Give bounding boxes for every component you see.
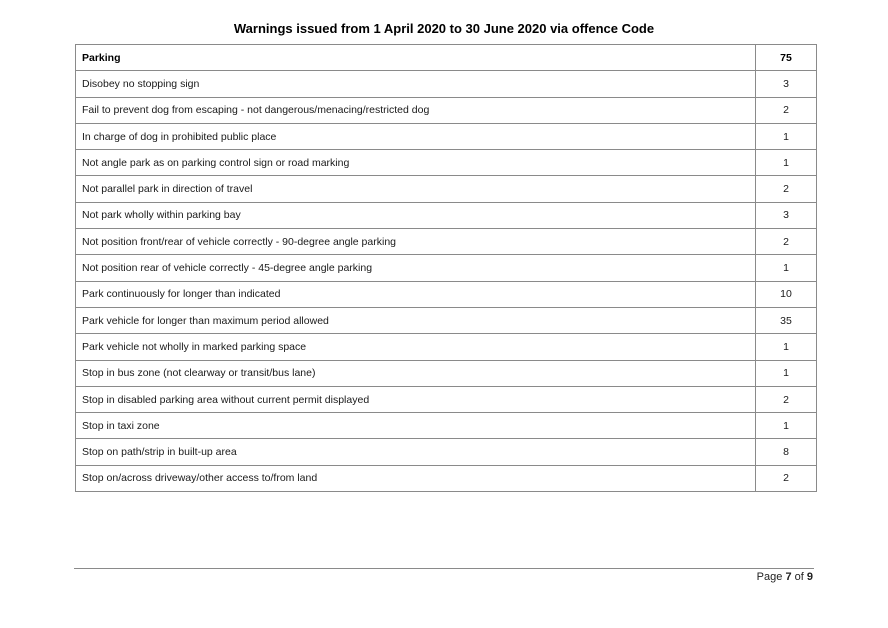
offence-label: Fail to prevent dog from escaping - not dangerous/menacing/restricted dog <box>76 97 756 123</box>
offence-count: 3 <box>756 202 817 228</box>
offence-label: Stop in bus zone (not clearway or transit/bus lane) <box>76 360 756 386</box>
offence-count: 1 <box>756 334 817 360</box>
table-row <box>76 413 817 439</box>
offence-count: 2 <box>756 176 817 202</box>
offence-count: 8 <box>756 439 817 465</box>
offence-label: Park continuously for longer than indicated <box>76 281 756 307</box>
offence-count: 2 <box>756 465 817 491</box>
offence-label: Not parallel park in direction of travel <box>76 176 756 202</box>
offence-count: 1 <box>756 255 817 281</box>
offence-label: Stop on/across driveway/other access to/from land <box>76 465 756 491</box>
table-row <box>76 97 817 123</box>
offence-count: 1 <box>756 413 817 439</box>
table-row <box>76 360 817 386</box>
offence-label: Park vehicle for longer than maximum period allowed <box>76 307 756 333</box>
table-row <box>76 334 817 360</box>
offence-count: 2 <box>756 229 817 255</box>
offence-table <box>75 44 817 492</box>
table-row <box>76 229 817 255</box>
table-row <box>76 439 817 465</box>
offence-label: Park vehicle not wholly in marked parking space <box>76 334 756 360</box>
offence-count: 1 <box>756 123 817 149</box>
category-label: Parking <box>76 45 756 71</box>
footer-divider <box>74 568 814 569</box>
table-row <box>76 307 817 333</box>
offence-count: 3 <box>756 71 817 97</box>
offence-count: 2 <box>756 97 817 123</box>
offence-count: 1 <box>756 150 817 176</box>
offence-label: Stop in taxi zone <box>76 413 756 439</box>
table-row <box>76 123 817 149</box>
category-total: 75 <box>756 45 817 71</box>
table-row <box>76 150 817 176</box>
table-header-row <box>76 45 817 71</box>
offence-label: Not park wholly within parking bay <box>76 202 756 228</box>
table-row <box>76 255 817 281</box>
offence-label: Stop on path/strip in built-up area <box>76 439 756 465</box>
offence-count: 1 <box>756 360 817 386</box>
offence-count: 10 <box>756 281 817 307</box>
offence-label: Disobey no stopping sign <box>76 71 756 97</box>
offence-label: Stop in disabled parking area without current permit displayed <box>76 386 756 412</box>
table-row <box>76 281 817 307</box>
table-row <box>76 202 817 228</box>
table-row <box>76 465 817 491</box>
offence-count: 2 <box>756 386 817 412</box>
total-pages: 9 <box>806 571 813 583</box>
offence-label: Not position rear of vehicle correctly - 45-degree angle parking <box>76 255 756 281</box>
table-row <box>76 176 817 202</box>
table-row <box>76 71 817 97</box>
offence-label: Not position front/rear of vehicle correctly - 90-degree angle parking <box>76 229 756 255</box>
offence-label: In charge of dog in prohibited public place <box>76 123 756 149</box>
table-row <box>76 386 817 412</box>
offence-label: Not angle park as on parking control sign or road marking <box>76 150 756 176</box>
page-word: Page <box>756 571 783 583</box>
offence-count: 35 <box>756 307 817 333</box>
page-number <box>757 571 813 583</box>
of-word: of <box>794 571 804 583</box>
document-title: Warnings issued from 1 April 2020 to 30 June 2020 via offence Code <box>233 21 655 36</box>
current-page: 7 <box>785 571 792 583</box>
